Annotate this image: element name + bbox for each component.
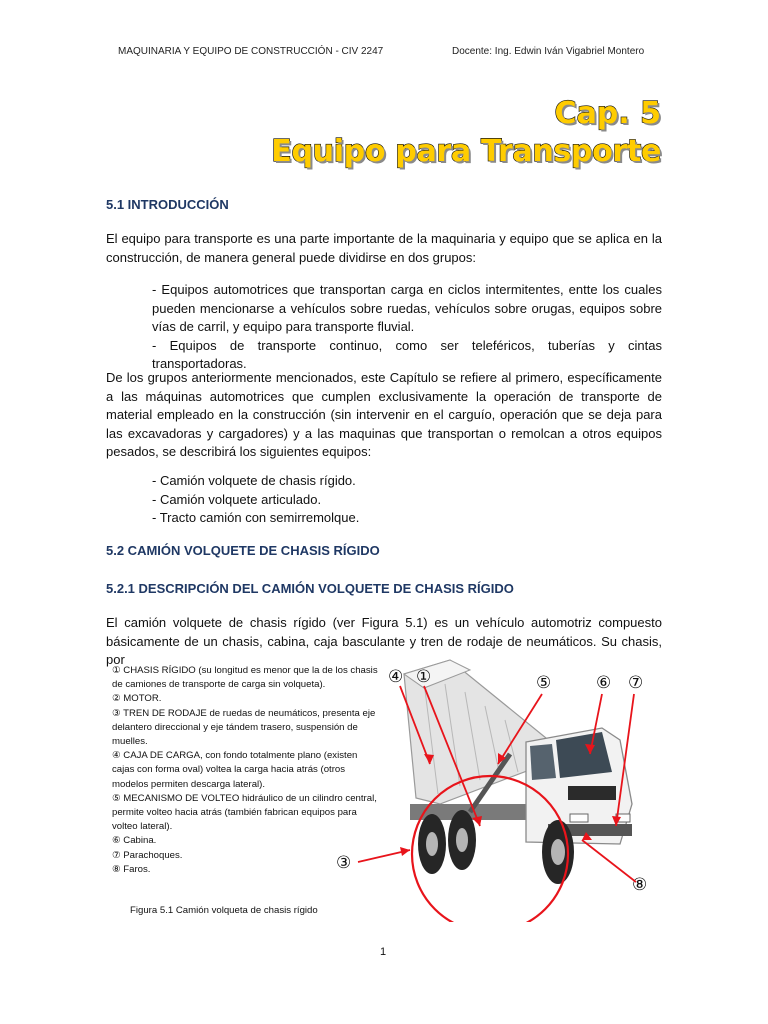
equipment-item-3: - Tracto camión con semirremolque. — [152, 510, 360, 526]
legend-item-1: ① CHASIS RÍGIDO (su longitud es menor que la de los chasis de camiones de transporte de carga sin volqueta). — [112, 665, 378, 691]
windshield — [556, 732, 612, 778]
equipment-list — [152, 472, 662, 528]
legend-item-5: ⑤ MECANISMO DE VOLTEO hidráulico de un cilindro central, permite volteo hacia atrás (también fabrican equipos para volteo lateral). — [112, 792, 377, 833]
group-item-2: - Equipos de transporte continuo, como ser teleféricos, tuberías y cintas transportadoras. — [152, 337, 662, 372]
group-list — [152, 281, 662, 374]
hub-2 — [456, 828, 468, 852]
hub-1 — [426, 832, 438, 856]
legend-item-2: ② MOTOR. — [112, 693, 162, 705]
legend-item-7: ⑦ Parachoques. — [112, 849, 183, 861]
marker-1: ① — [416, 667, 432, 687]
dump-truck-figure — [320, 654, 670, 922]
legend-item-6: ⑥ Cabina. — [112, 835, 157, 847]
intro-paragraph: El equipo para transporte es una parte importante de la maquinaria y equipo que se aplica en la construcción, de manera general puede dividirse en dos grupos: — [106, 231, 662, 265]
marker-5: ⑤ — [536, 673, 552, 693]
legend-item-3: ③ TREN DE RODAJE de ruedas de neumáticos, presenta eje delantero direccional y eje tándem trasero, suspensión de muelles. — [112, 707, 376, 748]
marker-4: ④ — [388, 667, 404, 687]
marker-7: ⑦ — [628, 673, 644, 693]
hub-3 — [551, 839, 565, 865]
legend-item-8: ⑧ Faros. — [112, 863, 151, 875]
equipment-item-2: - Camión volquete articulado. — [152, 491, 322, 507]
marker-8: ⑧ — [632, 875, 648, 895]
scope-paragraph: De los grupos anteriormente mencionados, este Capítulo se refiere al primero, específicamente a las máquinas automotrices que cumplen exclusivamente la operación de transporte de material empleado en la construcción (sin intervenir en el carguío, operación que se deja para las excavadoras y cargadores) y a las maquinas que transportan o remolcan a otros equipos pesados, se describirá los siguientes equipos: — [106, 370, 662, 460]
figure-caption: Figura 5.1 Camión volqueta de chasis rígido — [130, 905, 318, 916]
chapter-title: Equipo para Transporte — [271, 134, 661, 169]
headlight-left — [570, 814, 588, 822]
grille — [568, 786, 616, 800]
section-heading-5-2-1: 5.2.1 DESCRIPCIÓN DEL CAMIÓN VOLQUETE DE CHASIS RÍGIDO — [106, 581, 514, 596]
section-heading-5-2: 5.2 CAMIÓN VOLQUETE DE CHASIS RÍGIDO — [106, 543, 380, 558]
side-window — [530, 744, 556, 780]
chapter-number: Cap. 5 — [554, 96, 661, 131]
group-item-1: - Equipos automotrices que transportan carga en ciclos intermitentes, entte los cuales pueden mencionarse a vehículos sobre ruedas, vehículos sobre orugas, equipos sobre vías de carril, y equipo para transporte fluvial. — [152, 282, 662, 335]
marker-6: ⑥ — [596, 673, 612, 693]
header-course: MAQUINARIA Y EQUIPO DE CONSTRUCCIÓN - CIV 2247 — [118, 46, 384, 57]
page-number: 1 — [380, 946, 387, 958]
description-paragraph: El camión volquete de chasis rígido (ver Figura 5.1) es un vehículo automotriz compuesto básicamente de un chasis, cabina, caja basculante y tren de rodaje de neumáticos. Su chasis, por — [106, 615, 662, 668]
section-heading-5-1: 5.1 INTRODUCCIÓN — [106, 197, 229, 212]
equipment-item-1: - Camión volquete de chasis rígido. — [152, 473, 356, 488]
legend-item-4: ④ CAJA DE CARGA, con fondo totalmente plano (existen cajas con forma oval) voltea la carga hacia atrás (otros modelos permiten descarga lateral). — [112, 750, 358, 790]
marker-3: ③ — [336, 853, 352, 873]
header-teacher: Docente: Ing. Edwin Iván Vigabriel Montero — [452, 46, 645, 57]
